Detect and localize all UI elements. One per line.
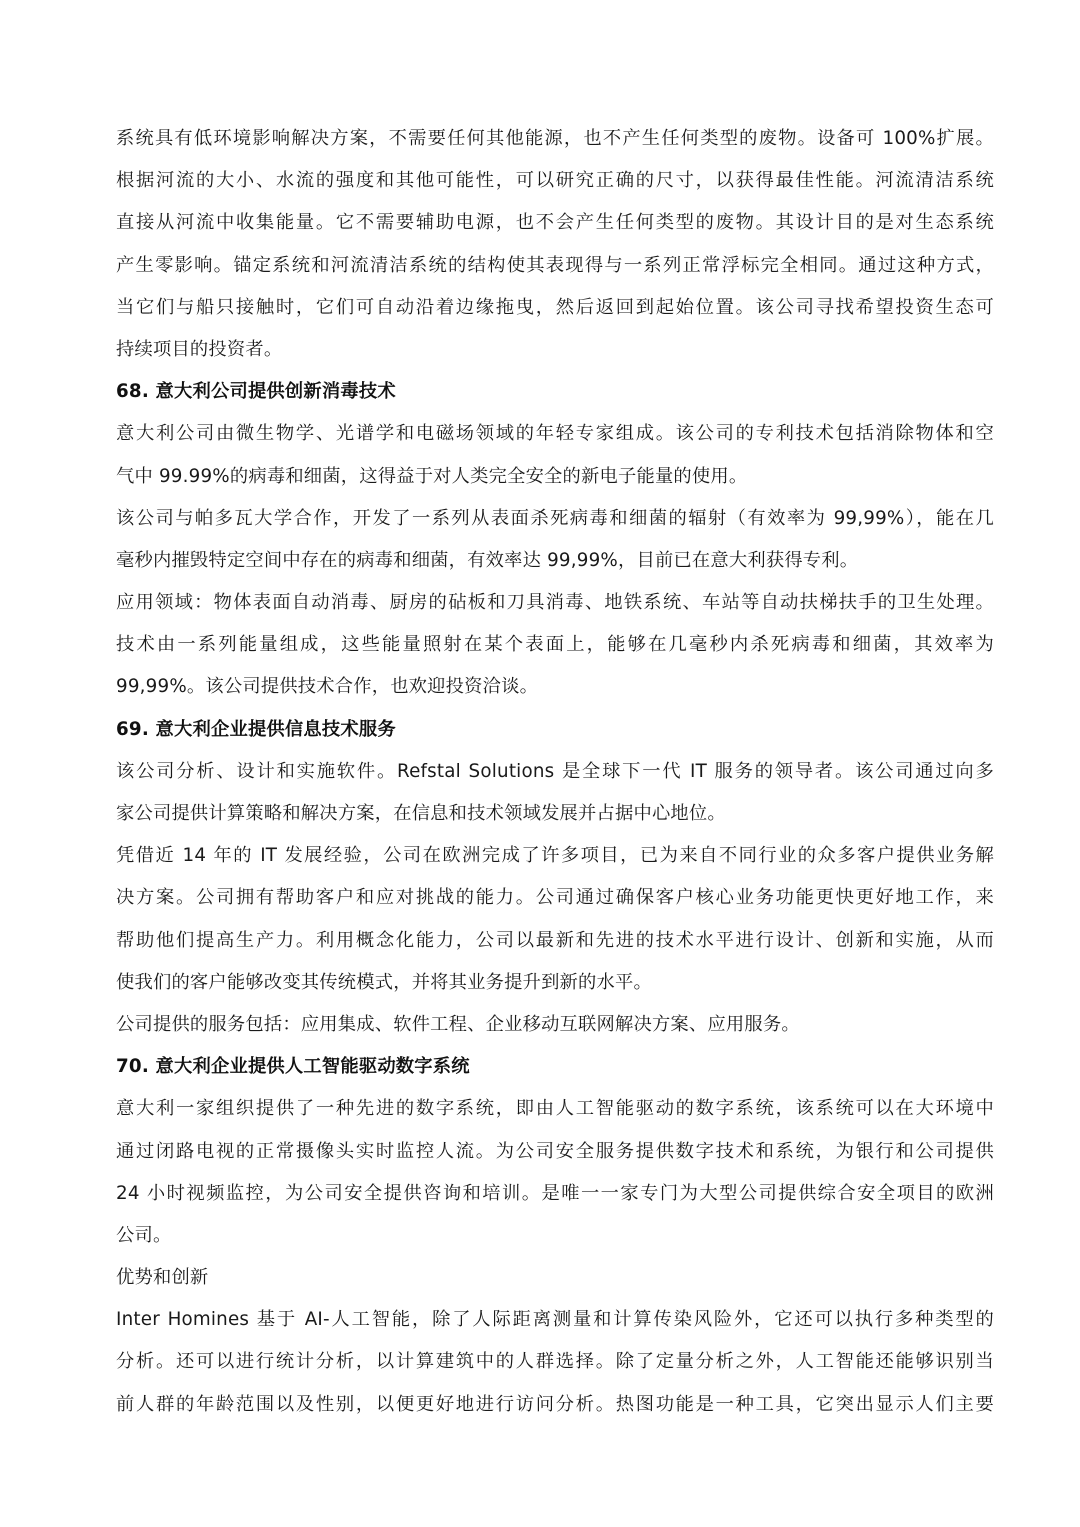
text-line: 24 小时视频监控，为公司安全提供咨询和培训。是唯一一家专门为大型公司提供综合安全项目的欧洲 (116, 1182, 994, 1204)
section-heading: 68. 意大利公司提供创新消毒技术 (116, 381, 396, 403)
section-heading: 69. 意大利企业提供信息技术服务 (116, 718, 396, 740)
text-line: 当它们与船只接触时，它们可自动沿着边缘拖曳，然后返回到起始位置。该公司寻找希望投资生态可 (116, 296, 994, 318)
text-line: 家公司提供计算策略和解决方案，在信息和技术领域发展并占据中心地位。 (116, 803, 726, 824)
text-line: 产生零影响。锚定系统和河流清洁系统的结构使其表现得与一系列正常浮标完全相同。通过这种方式， (116, 254, 994, 276)
text-line: 意大利一家组织提供了一种先进的数字系统，即由人工智能驱动的数字系统，该系统可以在大环境中 (116, 1098, 994, 1120)
text-line: 直接从河流中收集能量。它不需要辅助电源，也不会产生任何类型的废物。其设计目的是对生态系统 (116, 212, 994, 234)
text-line: 99,99%。该公司提供技术合作，也欢迎投资洽谈。 (116, 676, 539, 698)
text-line: 该公司分析、设计和实施软件。Refstal Solutions 是全球下一代 IT 服务的领导者。该公司通过向多 (116, 760, 994, 782)
text-line: 决方案。公司拥有帮助客户和应对挑战的能力。公司通过确保客户核心业务功能更快更好地工作，来 (116, 887, 994, 909)
text-line: 根据河流的大小、水流的强度和其他可能性，可以研究正确的尺寸，以获得最佳性能。河流清洁系统 (116, 170, 994, 192)
document-body (116, 118, 994, 1426)
text-line: 优势和创新 (116, 1267, 209, 1289)
text-line: 系统具有低环境影响解决方案，不需要任何其他能源，也不产生任何类型的废物。设备可 100%扩展。 (116, 128, 994, 149)
text-line: 技术由一系列能量组成，这些能量照射在某个表面上，能够在几毫秒内杀死病毒和细菌，其效率为 (116, 634, 994, 656)
text-line: 凭借近 14 年的 IT 发展经验，公司在欧洲完成了许多项目，已为来自不同行业的众多客户提供业务解 (116, 845, 994, 867)
text-line: Inter Homines 基于 AI-人工智能，除了人际距离测量和计算传染风险外，它还可以执行多种类型的 (116, 1309, 994, 1331)
text-line: 公司提供的服务包括：应用集成、软件工程、企业移动互联网解决方案、应用服务。 (116, 1013, 800, 1035)
text-line: 前人群的年龄范围以及性别，以便更好地进行访问分析。热图功能是一种工具，它突出显示人们主要 (116, 1393, 994, 1415)
text-line: 持续项目的投资者。 (116, 338, 283, 360)
text-line: 分析。还可以进行统计分析，以计算建筑中的人群选择。除了定量分析之外，人工智能还能够识别当 (116, 1351, 994, 1373)
text-line: 使我们的客户能够改变其传统模式，并将其业务提升到新的水平。 (116, 971, 652, 993)
text-line: 气中 99.99%的病毒和细菌，这得益于对人类完全安全的新电子能量的使用。 (116, 465, 748, 487)
text-line: 公司。 (116, 1224, 172, 1246)
section-heading: 70. 意大利企业提供人工智能驱动数字系统 (116, 1056, 470, 1078)
text-line: 毫秒内摧毁特定空间中存在的病毒和细菌，有效率达 99,99%，目前已在意大利获得专利。 (116, 549, 859, 571)
text-line: 意大利公司由微生物学、光谱学和电磁场领域的年轻专家组成。该公司的专利技术包括消除物体和空 (116, 423, 994, 445)
text-line: 应用领域：物体表面自动消毒、厨房的砧板和刀具消毒、地铁系统、车站等自动扶梯扶手的卫生处理。 (116, 592, 994, 614)
text-line: 帮助他们提高生产力。利用概念化能力，公司以最新和先进的技术水平进行设计、创新和实施，从而 (116, 929, 994, 951)
text-line: 通过闭路电视的正常摄像头实时监控人流。为公司安全服务提供数字技术和系统，为银行和公司提供 (116, 1140, 994, 1162)
text-line: 该公司与帕多瓦大学合作，开发了一系列从表面杀死病毒和细菌的辐射（有效率为 99,99%），能在几 (116, 507, 994, 529)
